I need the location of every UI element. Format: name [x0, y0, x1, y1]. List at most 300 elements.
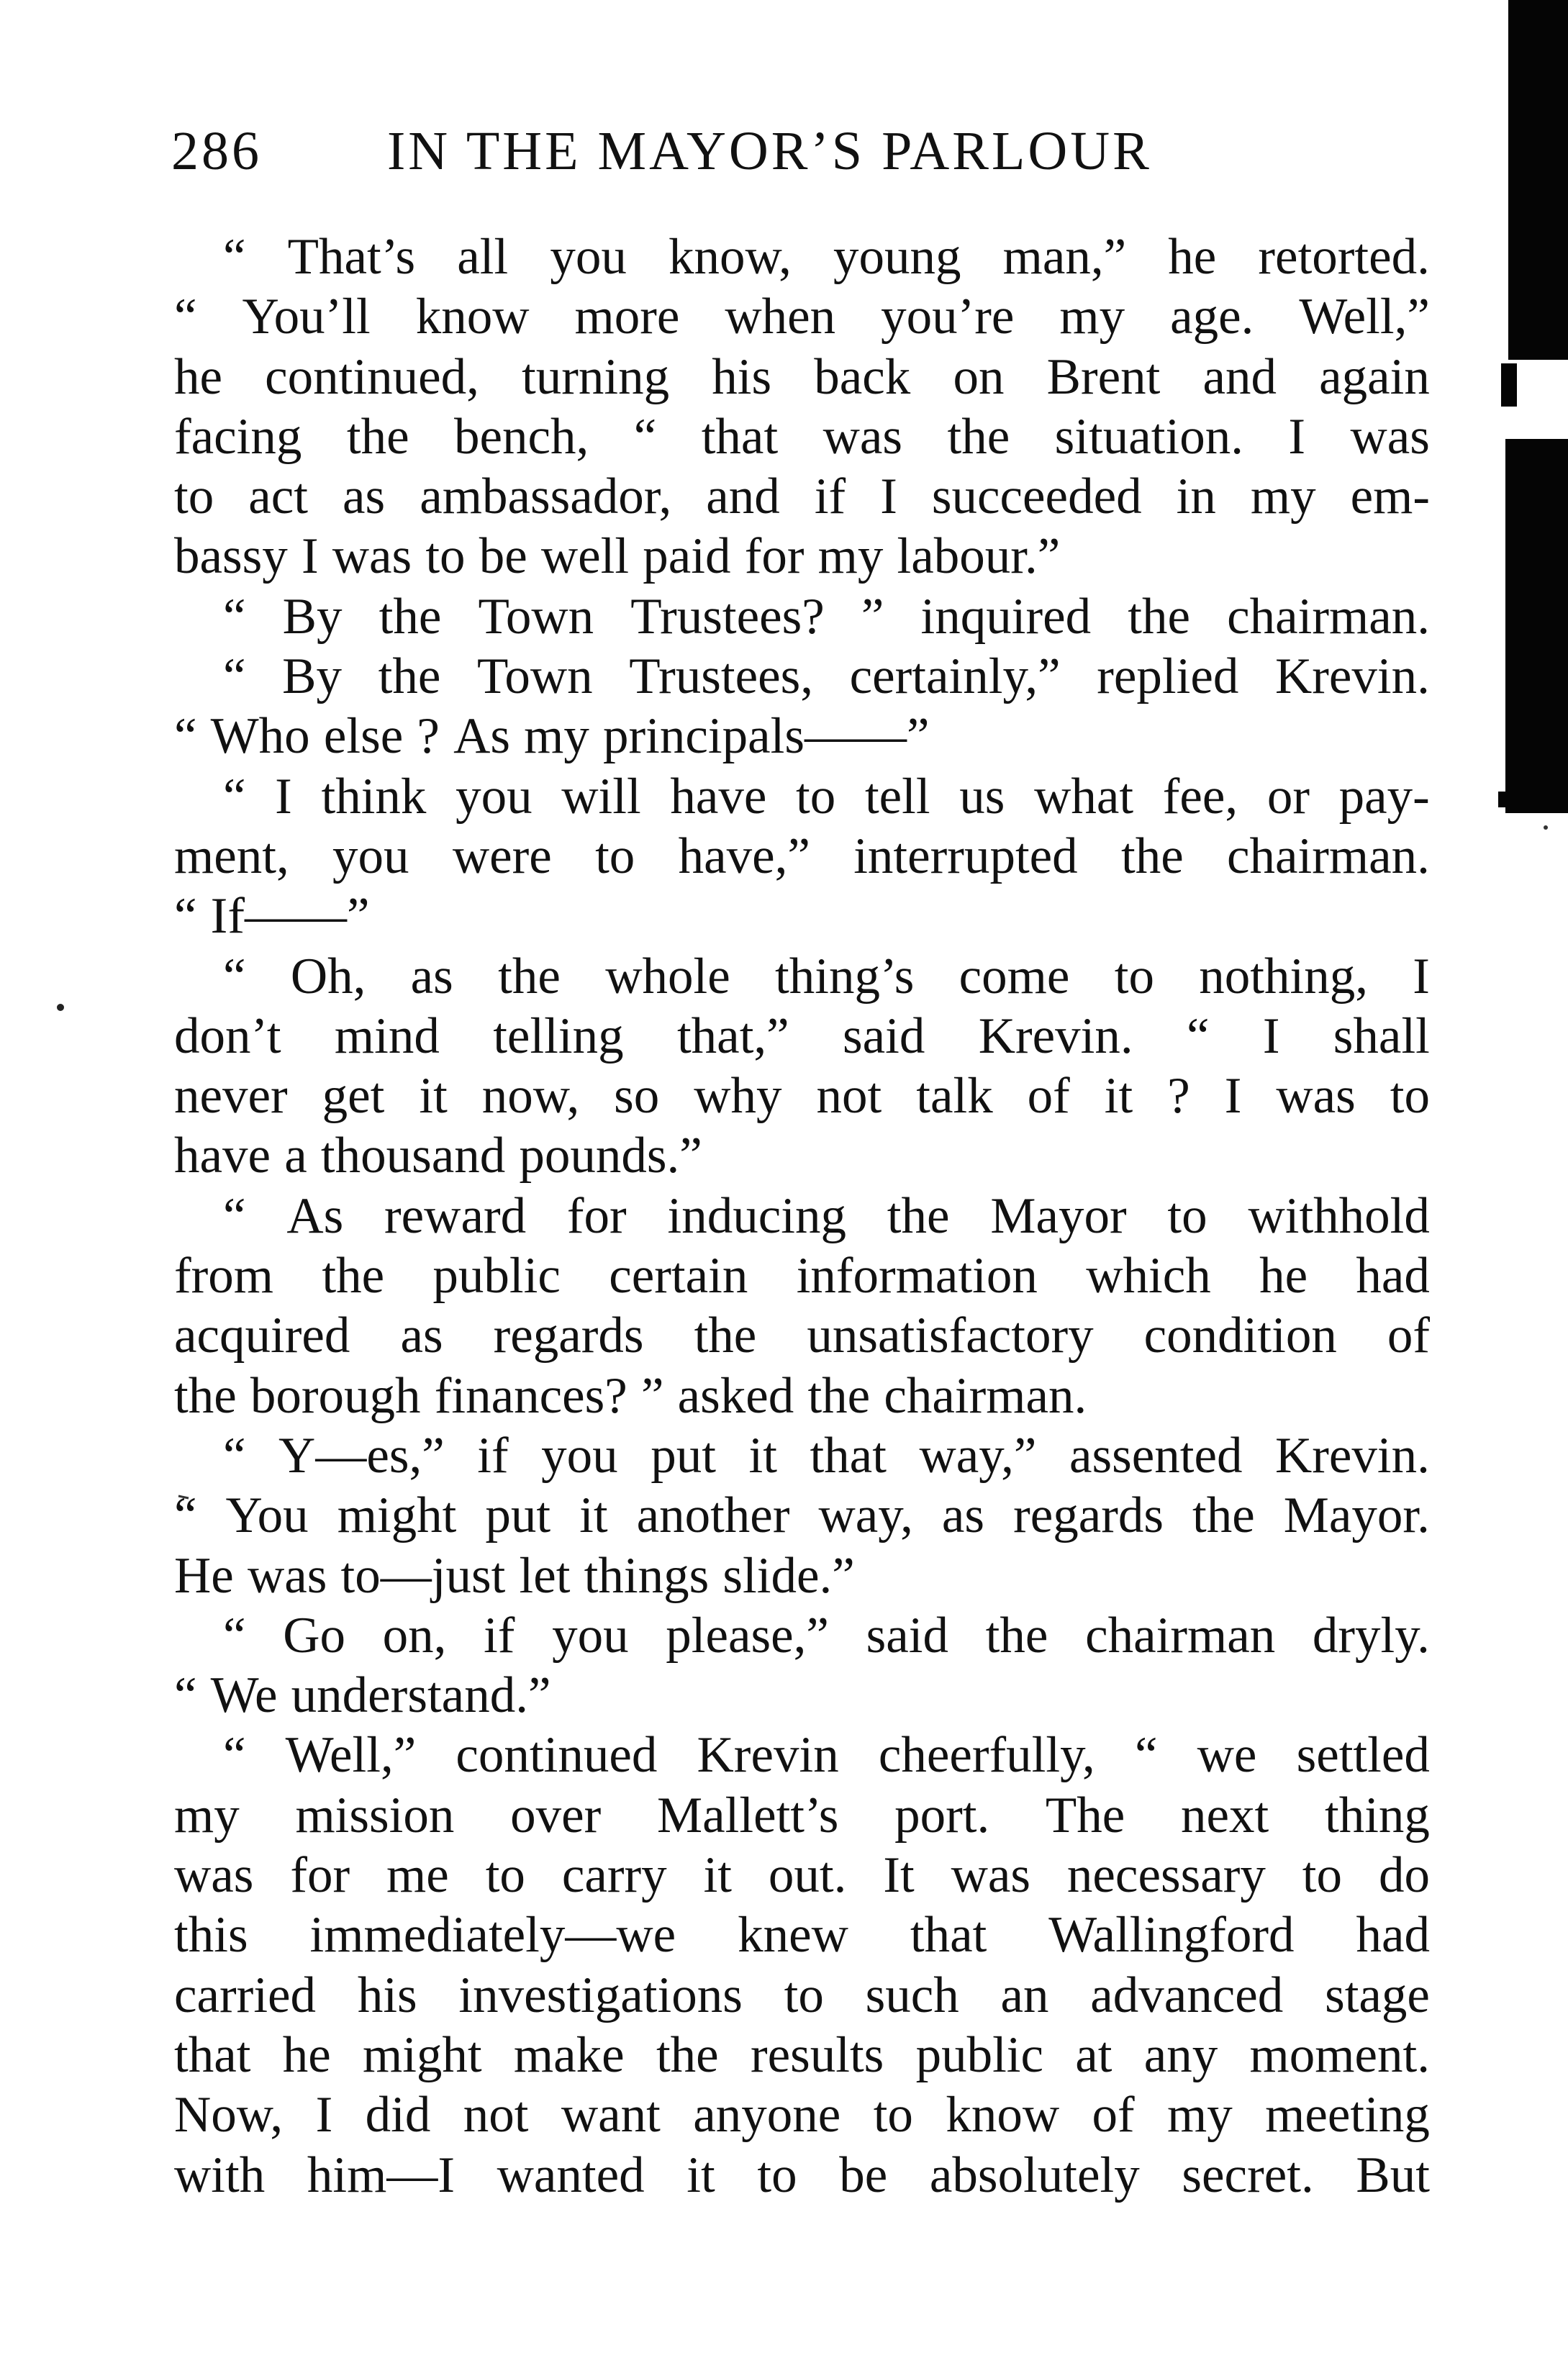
- word: let: [519, 1547, 571, 1604]
- word: Mallett’s: [656, 1787, 839, 1844]
- word: to: [873, 2087, 913, 2144]
- text-line: [174, 947, 1430, 1007]
- word: had: [1356, 1248, 1430, 1305]
- word: said: [866, 1607, 948, 1664]
- word: was: [951, 1847, 1031, 1904]
- word: You: [225, 1487, 309, 1544]
- word: ”: [640, 1367, 664, 1424]
- page-number: 286: [171, 121, 262, 181]
- word: next: [1181, 1787, 1269, 1844]
- word: I: [315, 2087, 333, 2144]
- text-line: [174, 287, 1430, 347]
- word: regards: [493, 1307, 644, 1364]
- word: borough: [250, 1367, 421, 1424]
- word: with: [174, 2146, 266, 2203]
- word: to: [1302, 1847, 1343, 1904]
- word: retorted.: [1258, 229, 1430, 285]
- word: “: [633, 408, 657, 465]
- word: that,”: [676, 1007, 789, 1064]
- word: “: [223, 1727, 246, 1784]
- word: By: [282, 648, 342, 705]
- word: “: [174, 888, 197, 945]
- word: this: [174, 1907, 248, 1964]
- word: if: [484, 1607, 515, 1664]
- word: It: [883, 1847, 915, 1904]
- word: the: [1120, 828, 1184, 884]
- word: As: [453, 708, 510, 765]
- word: mind: [334, 1007, 440, 1064]
- word: withhold: [1248, 1187, 1430, 1244]
- word: I: [1262, 1007, 1280, 1064]
- word: finances?: [434, 1367, 627, 1424]
- word: that: [910, 1907, 987, 1964]
- word: Y—es,”: [278, 1427, 445, 1484]
- word: to: [1114, 948, 1154, 1005]
- word: If——”: [210, 888, 370, 945]
- word: things: [584, 1547, 710, 1604]
- word: replied: [1097, 648, 1239, 705]
- word: it: [1104, 1068, 1133, 1125]
- word: settled: [1296, 1727, 1430, 1784]
- word: else: [323, 708, 404, 765]
- word: as: [410, 948, 453, 1005]
- word: him—I: [307, 2146, 455, 2203]
- word: all: [457, 229, 509, 285]
- word: it: [686, 2146, 715, 2203]
- word: on,: [382, 1607, 447, 1664]
- word: We: [210, 1667, 278, 1724]
- word: might: [337, 1487, 457, 1544]
- word: was: [174, 1847, 254, 1904]
- word: ?: [417, 708, 440, 765]
- word: get: [322, 1068, 385, 1125]
- word: have: [670, 768, 767, 825]
- word: mission: [295, 1787, 455, 1844]
- word: he: [282, 2026, 331, 2083]
- word: certainly,”: [849, 648, 1061, 705]
- word: to: [784, 1967, 824, 2023]
- word: “: [174, 1487, 197, 1544]
- word: By: [282, 588, 343, 645]
- word: to: [485, 1847, 525, 1904]
- word: was: [822, 408, 903, 465]
- word: That’s: [287, 229, 416, 285]
- text-line: [174, 647, 1430, 707]
- word: were: [452, 828, 552, 884]
- word: my: [1059, 289, 1125, 345]
- word: “: [1134, 1727, 1158, 1784]
- word: secret.: [1182, 2146, 1314, 2203]
- word: I: [1413, 948, 1430, 1005]
- word: he: [1168, 229, 1217, 285]
- text-line: [174, 707, 1430, 766]
- word: em-: [1350, 468, 1430, 525]
- word: or: [1266, 768, 1310, 825]
- text-line: [174, 1726, 1430, 1785]
- word: might: [362, 2026, 482, 2083]
- word: I: [1224, 1068, 1242, 1125]
- text-line: [174, 1606, 1430, 1666]
- word: to: [425, 528, 466, 585]
- word: never: [174, 1068, 288, 1125]
- word: Mayor.: [1283, 1487, 1430, 1544]
- body-text: [174, 227, 1430, 2205]
- word: to: [1390, 1068, 1430, 1125]
- word: regards: [1013, 1487, 1164, 1544]
- word: my: [817, 528, 884, 585]
- word: But: [1356, 2146, 1430, 2203]
- text-line: [174, 2085, 1430, 2145]
- word: we: [1197, 1727, 1257, 1784]
- word: you: [332, 828, 409, 884]
- word: Wallingford: [1048, 1907, 1295, 1964]
- word: of: [1092, 2087, 1135, 2144]
- word: to: [174, 468, 214, 525]
- word: the: [807, 1367, 871, 1424]
- word: chairman.: [1227, 828, 1430, 884]
- word: on: [953, 348, 1005, 405]
- word: nothing,: [1199, 948, 1368, 1005]
- word: thousand: [320, 1128, 506, 1184]
- word: the: [346, 408, 409, 465]
- word: Krevin.: [1275, 648, 1430, 705]
- word: I: [880, 468, 897, 525]
- word: immediately—we: [309, 1907, 676, 1964]
- word: the: [174, 1367, 237, 1424]
- word: cheerfully,: [878, 1727, 1095, 1784]
- word: when: [725, 289, 836, 345]
- word: you: [541, 1427, 618, 1484]
- word: my: [174, 1787, 240, 1844]
- word: me: [386, 1847, 449, 1904]
- word: age.: [1170, 289, 1254, 345]
- word: “: [223, 1607, 246, 1664]
- word: Mayor: [990, 1187, 1127, 1244]
- word: that: [174, 2026, 251, 2083]
- text-line: [174, 527, 1430, 586]
- word: the: [1128, 588, 1190, 645]
- text-line: [174, 887, 1430, 946]
- word: think: [321, 768, 427, 825]
- word: reward: [384, 1187, 527, 1244]
- word: you’re: [881, 289, 1015, 345]
- word: situation.: [1054, 408, 1243, 465]
- text-line: [174, 1007, 1430, 1066]
- text-line: [174, 407, 1430, 467]
- word: over: [510, 1787, 602, 1844]
- word: please,”: [666, 1607, 829, 1664]
- word: I: [301, 528, 319, 585]
- word: the: [656, 2026, 719, 2083]
- word: had: [1356, 1907, 1430, 1964]
- word: “: [1186, 1007, 1210, 1064]
- word: “: [223, 648, 246, 705]
- word: succeeded: [931, 468, 1142, 525]
- word: moment.: [1249, 2026, 1430, 2083]
- word: carried: [174, 1967, 317, 2023]
- word: paid: [643, 528, 731, 585]
- word: was: [247, 1547, 327, 1604]
- word: acquired: [174, 1307, 350, 1364]
- word: labour.”: [897, 528, 1061, 585]
- word: the: [378, 648, 441, 705]
- text-line: [174, 1126, 1430, 1186]
- text-line: [174, 227, 1430, 287]
- word: young: [833, 229, 961, 285]
- word: it: [419, 1068, 448, 1125]
- word: my: [524, 708, 589, 765]
- word: you: [456, 768, 533, 825]
- word: such: [865, 1967, 959, 2023]
- text-line: [174, 1426, 1430, 1486]
- word: Krevin.: [1275, 1427, 1430, 1484]
- word: ment,: [174, 828, 289, 884]
- word: pay-: [1338, 768, 1430, 825]
- word: inducing: [667, 1187, 846, 1244]
- word: it: [703, 1847, 733, 1904]
- word: back: [814, 348, 911, 405]
- word: was: [1350, 408, 1430, 465]
- word: more: [574, 289, 680, 345]
- word: if: [477, 1427, 509, 1484]
- word: “: [223, 1427, 246, 1484]
- word: be: [479, 528, 527, 585]
- word: make: [513, 2026, 625, 2083]
- scan-edge-fragment: [1501, 363, 1517, 407]
- word: “: [223, 948, 246, 1005]
- word: be: [839, 2146, 888, 2203]
- word: for: [744, 528, 805, 585]
- word: was: [1276, 1068, 1356, 1125]
- word: shall: [1333, 1007, 1430, 1064]
- word: put: [485, 1487, 551, 1544]
- text-line: [174, 348, 1430, 407]
- word: the: [947, 408, 1010, 465]
- word: have,”: [678, 828, 810, 884]
- word: from: [174, 1248, 274, 1305]
- word: whole: [605, 948, 730, 1005]
- word: unsatisfactory: [807, 1307, 1094, 1364]
- word: have: [174, 1128, 271, 1184]
- word: at: [1075, 2026, 1112, 2083]
- word: know: [415, 289, 530, 345]
- word: “: [223, 229, 246, 285]
- scan-edge-fragment: [1498, 792, 1520, 807]
- word: do: [1378, 1847, 1430, 1904]
- word: Town: [478, 588, 594, 645]
- word: of: [1027, 1068, 1070, 1125]
- text-line: [174, 1966, 1430, 2026]
- text-line: [174, 1246, 1430, 1306]
- word: chairman: [1085, 1607, 1276, 1664]
- word: said: [843, 1007, 925, 1064]
- word: don’t: [174, 1007, 281, 1064]
- word: certain: [609, 1248, 748, 1305]
- word: pounds.”: [519, 1128, 702, 1184]
- text-line: [174, 767, 1430, 827]
- word: “: [223, 768, 246, 825]
- word: will: [561, 768, 641, 825]
- word: not: [816, 1068, 882, 1125]
- text-line: [174, 1905, 1430, 1965]
- word: knew: [738, 1907, 848, 1964]
- word: Who: [210, 708, 310, 765]
- word: inquired: [920, 588, 1092, 645]
- running-title: IN THE MAYOR’S PARLOUR: [387, 121, 1152, 181]
- word: continued,: [265, 348, 479, 405]
- speck: [57, 1004, 64, 1011]
- word: As: [286, 1187, 344, 1244]
- word: come: [959, 948, 1070, 1005]
- word: Town: [476, 648, 593, 705]
- word: asked: [677, 1367, 794, 1424]
- word: in: [1176, 468, 1216, 525]
- word: principals——”: [603, 708, 930, 765]
- word: you: [550, 229, 627, 285]
- word: his: [357, 1967, 417, 2023]
- text-line: [174, 1486, 1430, 1546]
- text-line: [174, 2026, 1430, 2085]
- word: Now,: [174, 2087, 284, 2144]
- word: stage: [1325, 1967, 1430, 2023]
- text-line: [174, 1786, 1430, 1846]
- word: not: [463, 2087, 529, 2144]
- word: turning: [522, 348, 670, 405]
- word: Trustees,: [629, 648, 814, 705]
- word: to: [1167, 1187, 1207, 1244]
- word: as: [343, 468, 386, 525]
- word: his: [712, 348, 772, 405]
- word: was: [332, 528, 412, 585]
- word: ”: [861, 588, 884, 645]
- word: did: [365, 2087, 431, 2144]
- text-line: [174, 587, 1430, 647]
- word: Trustees?: [630, 588, 825, 645]
- word: as: [400, 1307, 443, 1364]
- word: Krevin: [697, 1727, 839, 1784]
- word: act: [248, 468, 309, 525]
- word: that: [701, 408, 779, 465]
- word: the: [322, 1248, 385, 1305]
- word: “: [223, 1187, 246, 1244]
- word: out.: [768, 1847, 847, 1904]
- word: my: [1167, 2087, 1233, 2144]
- scan-edge-shadow-middle: [1505, 439, 1568, 813]
- word: Oh,: [290, 948, 366, 1005]
- word: carry: [561, 1847, 667, 1904]
- word: and: [1202, 348, 1277, 405]
- word: another: [636, 1487, 790, 1544]
- word: a: [284, 1128, 307, 1184]
- word: way,”: [919, 1427, 1037, 1484]
- word: absolutely: [929, 2146, 1140, 2203]
- word: necessary: [1066, 1847, 1266, 1904]
- text-line: [174, 1846, 1430, 1905]
- word: slide.”: [722, 1547, 855, 1604]
- word: The: [1045, 1787, 1125, 1844]
- word: results: [750, 2026, 884, 2083]
- word: an: [1000, 1967, 1049, 2023]
- word: Well,”: [285, 1727, 417, 1784]
- word: my: [1250, 468, 1316, 525]
- word: us: [959, 768, 1005, 825]
- word: put: [651, 1427, 716, 1484]
- word: Krevin.: [978, 1007, 1133, 1064]
- word: Well,”: [1299, 289, 1430, 345]
- word: “: [174, 1667, 197, 1724]
- word: to: [796, 768, 836, 825]
- text-line: [174, 1187, 1430, 1246]
- text-line: [174, 1306, 1430, 1366]
- word: anyone: [693, 2087, 841, 2144]
- running-header: [171, 108, 1251, 194]
- word: port.: [894, 1787, 990, 1844]
- word: want: [561, 2087, 661, 2144]
- text-line: [174, 467, 1430, 527]
- word: advanced: [1090, 1967, 1284, 2023]
- word: for: [290, 1847, 350, 1904]
- word: man,”: [1002, 229, 1127, 285]
- word: he: [1259, 1248, 1308, 1305]
- word: understand.”: [291, 1667, 551, 1724]
- text-line: [174, 1546, 1430, 1606]
- word: facing: [174, 408, 302, 465]
- word: way,: [818, 1487, 913, 1544]
- word: thing’s: [775, 948, 915, 1005]
- word: talk: [916, 1068, 993, 1125]
- word: to: [595, 828, 635, 884]
- word: the: [985, 1607, 1048, 1664]
- word: so: [614, 1068, 660, 1125]
- text-line: [174, 2146, 1430, 2205]
- word: Brent: [1046, 348, 1161, 405]
- word: ambassador,: [420, 468, 672, 525]
- word: again: [1319, 348, 1430, 405]
- word: assented: [1069, 1427, 1243, 1484]
- word: why: [694, 1068, 782, 1125]
- word: I: [1288, 408, 1306, 465]
- word: the: [498, 948, 561, 1005]
- word: which: [1086, 1248, 1211, 1305]
- word: I: [275, 768, 292, 825]
- speck: [1544, 825, 1548, 830]
- word: telling: [493, 1007, 624, 1064]
- word: public: [915, 2026, 1044, 2083]
- word: for: [566, 1187, 627, 1244]
- text-line: [174, 1366, 1430, 1426]
- word: the: [1192, 1487, 1255, 1544]
- word: know: [946, 2087, 1060, 2144]
- word: chairman.: [884, 1367, 1087, 1424]
- word: bassy: [174, 528, 288, 585]
- word: that: [810, 1427, 887, 1484]
- word: meeting: [1265, 2087, 1430, 2144]
- word: wanted: [497, 2146, 645, 2203]
- word: You’ll: [242, 289, 371, 345]
- text-line: [174, 827, 1430, 887]
- word: information: [796, 1248, 1038, 1305]
- word: if: [814, 468, 846, 525]
- word: now,: [481, 1068, 580, 1125]
- scan-edge-shadow-top: [1508, 0, 1568, 360]
- word: any: [1143, 2026, 1218, 2083]
- word: He: [174, 1547, 234, 1604]
- word: continued: [456, 1727, 658, 1784]
- word: it: [579, 1487, 608, 1544]
- word: public: [432, 1248, 561, 1305]
- word: ?: [1167, 1068, 1190, 1125]
- word: what: [1034, 768, 1134, 825]
